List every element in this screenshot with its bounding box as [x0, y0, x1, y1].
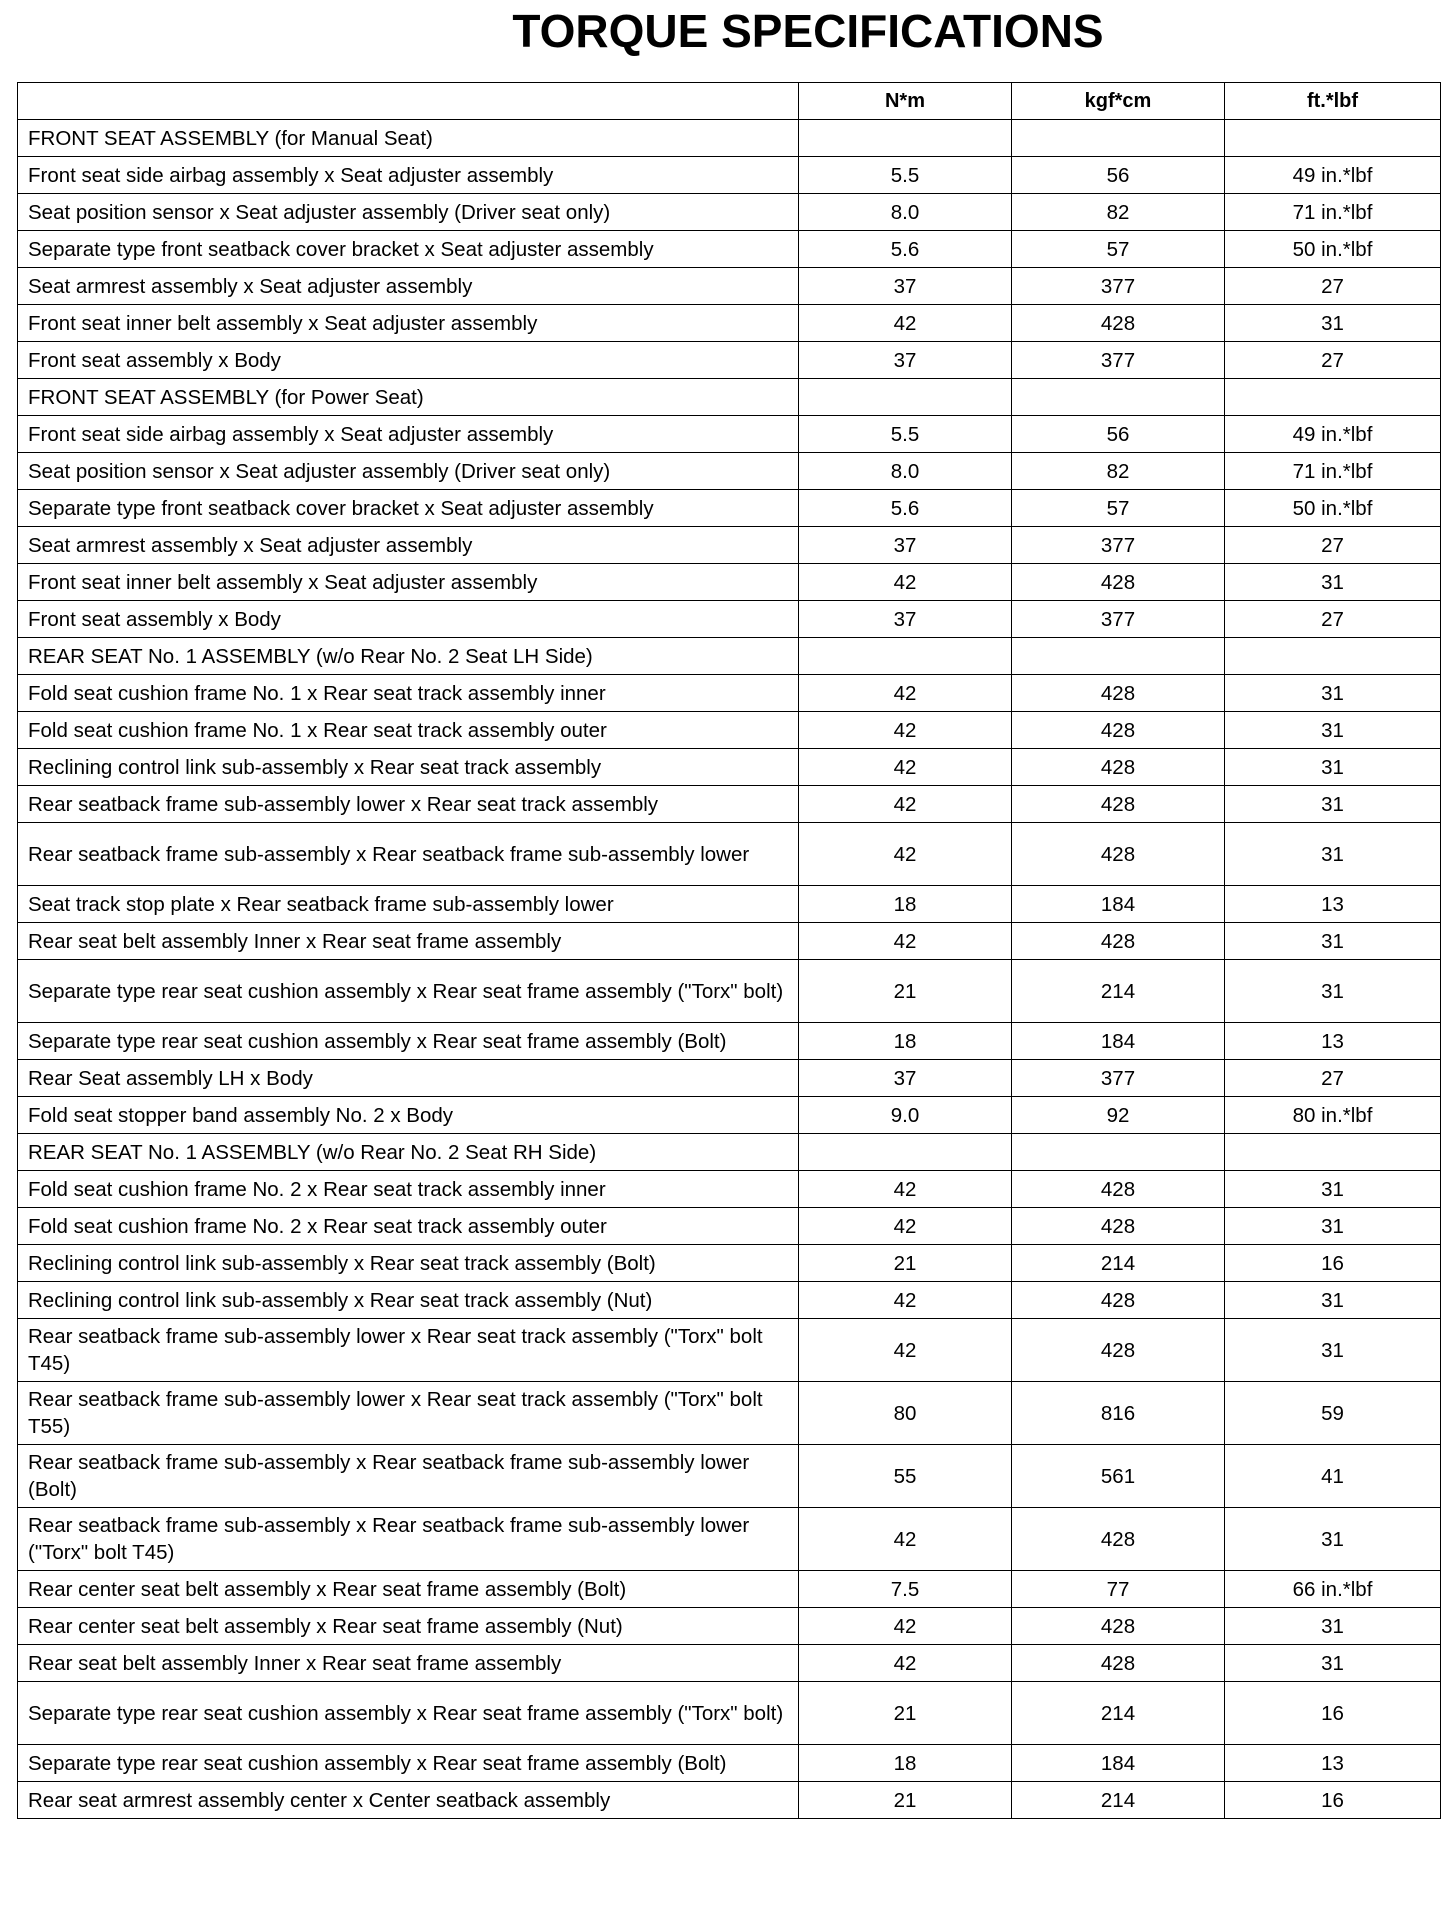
row-value-nm: 18	[799, 886, 1012, 923]
row-value-kgf-cm: 428	[1012, 1508, 1225, 1571]
row-value-ft-lbf: 50 in.*lbf	[1225, 490, 1441, 527]
header-description	[18, 83, 799, 120]
table-row	[18, 305, 1441, 342]
row-value-ft-lbf: 31	[1225, 712, 1441, 749]
row-value-ft-lbf: 31	[1225, 1645, 1441, 1682]
table-row	[18, 453, 1441, 490]
row-description: Rear seat armrest assembly center x Center seatback assembly	[18, 1782, 799, 1819]
row-description: Fold seat cushion frame No. 1 x Rear seat track assembly inner	[18, 675, 799, 712]
row-value-nm: 42	[799, 1171, 1012, 1208]
row-description: Fold seat cushion frame No. 2 x Rear seat track assembly outer	[18, 1208, 799, 1245]
section-header-row	[18, 379, 1441, 416]
row-value-kgf-cm: 428	[1012, 564, 1225, 601]
row-description: Front seat inner belt assembly x Seat adjuster assembly	[18, 305, 799, 342]
row-value-nm: 42	[799, 564, 1012, 601]
row-value-nm: 42	[799, 923, 1012, 960]
row-value-nm: 18	[799, 1023, 1012, 1060]
row-value-kgf-cm: 428	[1012, 1608, 1225, 1645]
table-row	[18, 1097, 1441, 1134]
row-description: Rear seat belt assembly Inner x Rear seat frame assembly	[18, 1645, 799, 1682]
row-value-kgf-cm: 428	[1012, 712, 1225, 749]
table-row	[18, 416, 1441, 453]
row-value-ft-lbf: 27	[1225, 527, 1441, 564]
row-description: Front seat assembly x Body	[18, 601, 799, 638]
row-value-kgf-cm: 428	[1012, 923, 1225, 960]
row-value-nm: 42	[799, 1319, 1012, 1382]
table-body	[18, 120, 1441, 1819]
row-value-nm: 42	[799, 305, 1012, 342]
row-value-nm: 5.5	[799, 157, 1012, 194]
table-row	[18, 1282, 1441, 1319]
table-row	[18, 1171, 1441, 1208]
table-row	[18, 1445, 1441, 1508]
row-value-nm: 37	[799, 601, 1012, 638]
torque-spec-table	[17, 82, 1441, 1819]
table-row	[18, 1782, 1441, 1819]
row-value-kgf-cm: 184	[1012, 1023, 1225, 1060]
row-value-kgf-cm	[1012, 638, 1225, 675]
row-value-ft-lbf: 31	[1225, 1319, 1441, 1382]
row-value-kgf-cm	[1012, 120, 1225, 157]
row-value-nm: 42	[799, 712, 1012, 749]
row-value-kgf-cm: 428	[1012, 1319, 1225, 1382]
row-value-kgf-cm: 57	[1012, 231, 1225, 268]
table-row	[18, 268, 1441, 305]
row-value-nm: 9.0	[799, 1097, 1012, 1134]
row-value-ft-lbf: 31	[1225, 923, 1441, 960]
table-row	[18, 231, 1441, 268]
row-description: Fold seat stopper band assembly No. 2 x Body	[18, 1097, 799, 1134]
row-description: Rear seatback frame sub-assembly x Rear seatback frame sub-assembly lower ("Torx" bolt T45)	[18, 1508, 799, 1571]
table-row	[18, 1608, 1441, 1645]
row-value-kgf-cm: 428	[1012, 675, 1225, 712]
row-value-nm: 21	[799, 960, 1012, 1023]
row-value-kgf-cm: 377	[1012, 527, 1225, 564]
row-description: REAR SEAT No. 1 ASSEMBLY (w/o Rear No. 2 Seat LH Side)	[18, 638, 799, 675]
row-value-nm: 37	[799, 1060, 1012, 1097]
row-value-ft-lbf: 31	[1225, 305, 1441, 342]
row-value-ft-lbf: 80 in.*lbf	[1225, 1097, 1441, 1134]
row-value-nm: 21	[799, 1682, 1012, 1745]
row-value-kgf-cm: 377	[1012, 1060, 1225, 1097]
row-value-kgf-cm: 77	[1012, 1571, 1225, 1608]
row-value-ft-lbf: 31	[1225, 1282, 1441, 1319]
row-value-ft-lbf: 71 in.*lbf	[1225, 453, 1441, 490]
row-value-kgf-cm: 428	[1012, 786, 1225, 823]
row-value-kgf-cm: 428	[1012, 1282, 1225, 1319]
row-value-kgf-cm: 214	[1012, 1782, 1225, 1819]
table-row	[18, 1023, 1441, 1060]
row-value-kgf-cm: 214	[1012, 1245, 1225, 1282]
row-value-kgf-cm: 92	[1012, 1097, 1225, 1134]
row-value-nm: 5.5	[799, 416, 1012, 453]
row-value-nm: 42	[799, 1282, 1012, 1319]
row-value-nm	[799, 120, 1012, 157]
row-value-ft-lbf: 31	[1225, 1171, 1441, 1208]
row-description: Separate type rear seat cushion assembly x Rear seat frame assembly ("Torx" bolt)	[18, 960, 799, 1023]
row-value-nm: 42	[799, 1608, 1012, 1645]
table-row	[18, 1508, 1441, 1571]
row-value-ft-lbf	[1225, 120, 1441, 157]
row-value-kgf-cm: 377	[1012, 342, 1225, 379]
row-value-ft-lbf: 16	[1225, 1782, 1441, 1819]
table-row	[18, 1319, 1441, 1382]
row-value-ft-lbf: 66 in.*lbf	[1225, 1571, 1441, 1608]
row-value-ft-lbf	[1225, 638, 1441, 675]
table-row	[18, 1571, 1441, 1608]
row-description: Rear center seat belt assembly x Rear seat frame assembly (Bolt)	[18, 1571, 799, 1608]
row-description: Front seat side airbag assembly x Seat adjuster assembly	[18, 157, 799, 194]
row-value-nm: 7.5	[799, 1571, 1012, 1608]
row-value-ft-lbf: 50 in.*lbf	[1225, 231, 1441, 268]
row-value-nm: 37	[799, 268, 1012, 305]
row-value-kgf-cm: 428	[1012, 823, 1225, 886]
row-value-kgf-cm: 214	[1012, 1682, 1225, 1745]
row-value-ft-lbf: 31	[1225, 1608, 1441, 1645]
row-value-ft-lbf: 31	[1225, 564, 1441, 601]
section-header-row	[18, 120, 1441, 157]
row-value-ft-lbf: 27	[1225, 342, 1441, 379]
table-row	[18, 601, 1441, 638]
row-value-nm	[799, 379, 1012, 416]
row-description: Reclining control link sub-assembly x Rear seat track assembly (Nut)	[18, 1282, 799, 1319]
row-description: Front seat inner belt assembly x Seat adjuster assembly	[18, 564, 799, 601]
row-value-kgf-cm	[1012, 1134, 1225, 1171]
row-description: Rear seatback frame sub-assembly lower x Rear seat track assembly ("Torx" bolt T45)	[18, 1319, 799, 1382]
row-description: Seat track stop plate x Rear seatback frame sub-assembly lower	[18, 886, 799, 923]
row-value-ft-lbf: 59	[1225, 1382, 1441, 1445]
table-row	[18, 1245, 1441, 1282]
row-description: Seat position sensor x Seat adjuster assembly (Driver seat only)	[18, 194, 799, 231]
table-row	[18, 749, 1441, 786]
row-description: Separate type rear seat cushion assembly x Rear seat frame assembly ("Torx" bolt)	[18, 1682, 799, 1745]
row-value-ft-lbf: 31	[1225, 749, 1441, 786]
row-value-nm: 42	[799, 1645, 1012, 1682]
row-value-ft-lbf: 31	[1225, 823, 1441, 886]
row-value-ft-lbf	[1225, 379, 1441, 416]
row-value-kgf-cm: 184	[1012, 1745, 1225, 1782]
row-value-ft-lbf: 31	[1225, 786, 1441, 823]
row-value-ft-lbf: 31	[1225, 960, 1441, 1023]
table-row	[18, 886, 1441, 923]
row-description: Separate type rear seat cushion assembly x Rear seat frame assembly (Bolt)	[18, 1023, 799, 1060]
row-value-nm: 5.6	[799, 231, 1012, 268]
row-value-kgf-cm	[1012, 379, 1225, 416]
row-description: Front seat side airbag assembly x Seat adjuster assembly	[18, 416, 799, 453]
row-value-nm: 42	[799, 749, 1012, 786]
row-description: Seat armrest assembly x Seat adjuster assembly	[18, 268, 799, 305]
row-description: Front seat assembly x Body	[18, 342, 799, 379]
row-description: Rear seat belt assembly Inner x Rear seat frame assembly	[18, 923, 799, 960]
row-value-kgf-cm: 82	[1012, 194, 1225, 231]
table-row	[18, 823, 1441, 886]
row-value-kgf-cm: 214	[1012, 960, 1225, 1023]
row-value-kgf-cm: 184	[1012, 886, 1225, 923]
row-value-ft-lbf: 16	[1225, 1245, 1441, 1282]
row-description: Rear seatback frame sub-assembly x Rear seatback frame sub-assembly lower (Bolt)	[18, 1445, 799, 1508]
row-description: Seat position sensor x Seat adjuster assembly (Driver seat only)	[18, 453, 799, 490]
table-row	[18, 194, 1441, 231]
row-value-kgf-cm: 428	[1012, 1645, 1225, 1682]
row-description: Fold seat cushion frame No. 1 x Rear seat track assembly outer	[18, 712, 799, 749]
row-value-ft-lbf: 27	[1225, 268, 1441, 305]
row-value-ft-lbf	[1225, 1134, 1441, 1171]
row-value-kgf-cm: 561	[1012, 1445, 1225, 1508]
row-description: Fold seat cushion frame No. 2 x Rear seat track assembly inner	[18, 1171, 799, 1208]
row-value-ft-lbf: 71 in.*lbf	[1225, 194, 1441, 231]
table-row	[18, 1682, 1441, 1745]
row-value-kgf-cm: 56	[1012, 157, 1225, 194]
row-value-ft-lbf: 13	[1225, 886, 1441, 923]
row-value-nm: 42	[799, 823, 1012, 886]
row-value-nm: 55	[799, 1445, 1012, 1508]
row-value-nm: 80	[799, 1382, 1012, 1445]
row-value-ft-lbf: 16	[1225, 1682, 1441, 1745]
row-value-kgf-cm: 56	[1012, 416, 1225, 453]
row-value-ft-lbf: 41	[1225, 1445, 1441, 1508]
row-value-nm: 5.6	[799, 490, 1012, 527]
row-value-nm	[799, 1134, 1012, 1171]
page-title: TORQUE SPECIFICATIONS	[512, 5, 1104, 57]
table-row	[18, 564, 1441, 601]
row-description: REAR SEAT No. 1 ASSEMBLY (w/o Rear No. 2 Seat RH Side)	[18, 1134, 799, 1171]
row-value-kgf-cm: 377	[1012, 601, 1225, 638]
table-row	[18, 960, 1441, 1023]
table-row	[18, 786, 1441, 823]
table-row	[18, 1645, 1441, 1682]
row-value-ft-lbf: 31	[1225, 1508, 1441, 1571]
header-nm: N*m	[799, 83, 1012, 120]
row-value-kgf-cm: 428	[1012, 749, 1225, 786]
row-value-nm: 21	[799, 1782, 1012, 1819]
table-row	[18, 342, 1441, 379]
row-description: Rear Seat assembly LH x Body	[18, 1060, 799, 1097]
row-value-nm: 42	[799, 675, 1012, 712]
table-row	[18, 923, 1441, 960]
row-description: FRONT SEAT ASSEMBLY (for Power Seat)	[18, 379, 799, 416]
row-value-ft-lbf: 31	[1225, 1208, 1441, 1245]
row-value-nm: 8.0	[799, 194, 1012, 231]
row-value-kgf-cm: 428	[1012, 305, 1225, 342]
row-value-ft-lbf: 27	[1225, 601, 1441, 638]
row-value-nm: 8.0	[799, 453, 1012, 490]
row-description: Separate type rear seat cushion assembly x Rear seat frame assembly (Bolt)	[18, 1745, 799, 1782]
row-value-nm	[799, 638, 1012, 675]
row-description: FRONT SEAT ASSEMBLY (for Manual Seat)	[18, 120, 799, 157]
row-value-nm: 42	[799, 786, 1012, 823]
row-value-ft-lbf: 13	[1225, 1745, 1441, 1782]
row-value-ft-lbf: 31	[1225, 675, 1441, 712]
table-row	[18, 712, 1441, 749]
header-ft-lbf: ft.*lbf	[1225, 83, 1441, 120]
row-value-ft-lbf: 27	[1225, 1060, 1441, 1097]
row-value-kgf-cm: 428	[1012, 1208, 1225, 1245]
row-description: Rear center seat belt assembly x Rear seat frame assembly (Nut)	[18, 1608, 799, 1645]
table-row	[18, 1745, 1441, 1782]
row-description: Separate type front seatback cover bracket x Seat adjuster assembly	[18, 231, 799, 268]
table-header-row	[18, 83, 1441, 120]
row-description: Rear seatback frame sub-assembly lower x Rear seat track assembly	[18, 786, 799, 823]
row-value-nm: 21	[799, 1245, 1012, 1282]
table-row	[18, 490, 1441, 527]
table-row	[18, 157, 1441, 194]
row-value-kgf-cm: 428	[1012, 1171, 1225, 1208]
row-description: Separate type front seatback cover bracket x Seat adjuster assembly	[18, 490, 799, 527]
section-header-row	[18, 1134, 1441, 1171]
row-description: Reclining control link sub-assembly x Rear seat track assembly (Bolt)	[18, 1245, 799, 1282]
row-description: Seat armrest assembly x Seat adjuster assembly	[18, 527, 799, 564]
row-value-kgf-cm: 57	[1012, 490, 1225, 527]
header-kgf-cm: kgf*cm	[1012, 83, 1225, 120]
row-value-nm: 42	[799, 1208, 1012, 1245]
row-value-kgf-cm: 377	[1012, 268, 1225, 305]
row-description: Reclining control link sub-assembly x Rear seat track assembly	[18, 749, 799, 786]
row-value-ft-lbf: 49 in.*lbf	[1225, 416, 1441, 453]
row-value-kgf-cm: 816	[1012, 1382, 1225, 1445]
section-header-row	[18, 638, 1441, 675]
row-value-nm: 42	[799, 1508, 1012, 1571]
row-value-kgf-cm: 82	[1012, 453, 1225, 490]
row-value-ft-lbf: 13	[1225, 1023, 1441, 1060]
row-description: Rear seatback frame sub-assembly x Rear seatback frame sub-assembly lower	[18, 823, 799, 886]
table-row	[18, 527, 1441, 564]
table-row	[18, 1382, 1441, 1445]
row-value-nm: 37	[799, 527, 1012, 564]
row-description: Rear seatback frame sub-assembly lower x Rear seat track assembly ("Torx" bolt T55)	[18, 1382, 799, 1445]
table-row	[18, 675, 1441, 712]
row-value-nm: 18	[799, 1745, 1012, 1782]
row-value-ft-lbf: 49 in.*lbf	[1225, 157, 1441, 194]
row-value-nm: 37	[799, 342, 1012, 379]
table-row	[18, 1060, 1441, 1097]
table-row	[18, 1208, 1441, 1245]
